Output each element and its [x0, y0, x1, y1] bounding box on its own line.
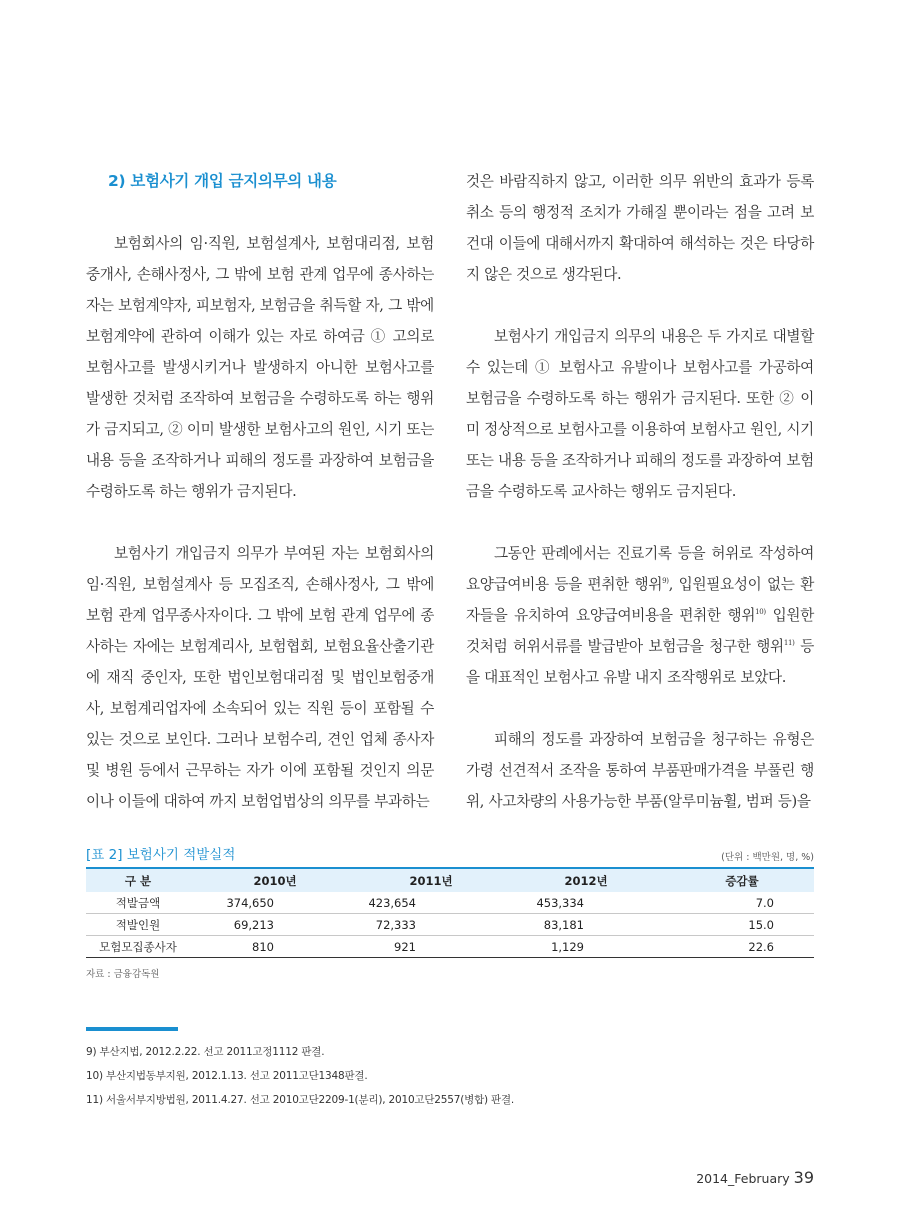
- cell-value: 83,181: [502, 914, 670, 936]
- left-column: [86, 166, 434, 817]
- cell-value: 1,129: [502, 936, 670, 958]
- cell-value: 72,333: [360, 914, 502, 936]
- cell-value: 15.0: [670, 914, 814, 936]
- right-paragraph-3: [466, 538, 814, 693]
- right-paragraph-1: 것은 바람직하지 않고, 이러한 의무 위반의 효과가 등록 취소 등의 행정적 조치가 가해질 뿐이라는 점을 고려 보건대 이들에 대해서까지 확대하여 해석하는 것은 타당하지 않은 것으로 생각된다.: [466, 173, 814, 283]
- cell-value: 22.6: [670, 936, 814, 958]
- page-number: 39: [793, 1168, 814, 1187]
- right-paragraph-2: 보험사기 개입금지 의무의 내용은 두 가지로 대별할 수 있는데 ① 보험사고 유발이나 보험사고를 가공하여 보험금을 수령하도록 하는 행위가 금지된다. 또한 ② 이미 정상적으로 보험사고를 이용하여 보험사고 원인, 시기 또는 내용 등을 조작하거나 피해의 정도를 과장하여 보험금을 수령하도록 교사하는 행위도 금지된다.: [466, 328, 814, 500]
- cell-value: 810: [190, 936, 360, 958]
- right-paragraph-3-part-c: 입원한 것처럼 허위서류를 발급받아 보험금을 청구한 행위: [466, 607, 815, 655]
- table-row: [86, 914, 814, 936]
- cell-value: 7.0: [670, 892, 814, 914]
- header-category: 구 분: [124, 873, 152, 888]
- right-paragraph-3-part-a: 그동안 판례에서는 진료기록 등을 허위로 작성하여 요양급여비용 등을 편취한 행위: [466, 545, 814, 593]
- footnote-10: 10) 부산지법동부지원, 2012.1.13. 선고 2011고단1348판결.: [86, 1070, 368, 1082]
- header-2010: 2010년: [253, 873, 297, 888]
- footnote-ref-10[interactable]: 10): [755, 608, 766, 617]
- footnote-divider: [86, 1027, 178, 1031]
- footnote-11: 11) 서울서부지방법원, 2011.4.27. 선고 2010고단2209-1(분리), 2010고단2557(병합) 판결.: [86, 1094, 515, 1106]
- right-paragraph-3-part-b: , 입원필요성이 없는 환자들을 유치하여 요양급여비용을 편취한 행위: [466, 576, 814, 624]
- header-change-rate: 증감률: [725, 873, 759, 888]
- footnote-ref-11[interactable]: 11): [783, 639, 795, 648]
- left-paragraph-2: 보험사기 개입금지 의무가 부여된 자는 보험회사의 임·직원, 보험설계사 등 모집조직, 손해사정사, 그 밖에 보험 관계 업무종사자이다. 그 밖에 보험 관계 업무에 종사하는 자에는 보험계리사, 보험협회, 보험요율산출기관에 재직 중인자, 또한 법인보험대리점 및 법인보험중개사, 보험계리업자에 소속되어 있는 직원 등이 포함될 수 있는 것으로 보인다. 그러나 보험수리, 견인 업체 종사자 및 병원 등에서 근무하는 자가 이에 포함될 것인지 의문이나 이들에 대하여 까지 보험업법상의 의무를 부과하는: [86, 545, 434, 810]
- fraud-detection-table: [86, 867, 814, 958]
- issue-label: 2014_February: [696, 1171, 790, 1186]
- table-source: 자료 : 금융감독원: [86, 969, 160, 980]
- page-footer: [696, 1168, 814, 1187]
- cell-value: 921: [360, 936, 502, 958]
- table-unit: (단위 : 백만원, 명, %): [721, 852, 814, 863]
- footnote-ref-9[interactable]: 9): [662, 577, 669, 586]
- header-2011: 2011년: [409, 873, 453, 888]
- row-label: 적발인원: [86, 914, 190, 936]
- cell-value: 453,334: [502, 892, 670, 914]
- right-paragraph-3-part-d: 등을 대표적인 보험사고 유발 내지 조작행위로 보았다.: [466, 638, 814, 686]
- table-row: [86, 936, 814, 958]
- row-label: 적발금액: [86, 892, 190, 914]
- header-2012: 2012년: [564, 873, 608, 888]
- right-column: [466, 166, 814, 817]
- cell-value: 69,213: [190, 914, 360, 936]
- left-paragraph-1: 보험회사의 임·직원, 보험설계사, 보험대리점, 보험중개사, 손해사정사, 그 밖에 보험 관계 업무에 종사하는 자는 보험계약자, 피보험자, 보험금을 취득할 자, 그 밖에 보험계약에 관하여 이해가 있는 자로 하여금 ① 고의로 보험사고를 발생시키거나 발생하지 아니한 보험사고를 발생한 것처럼 조작하여 보험금을 수령하도록 하는 행위가 금지되고, ② 이미 발생한 보험사고의 원인, 시기 또는 내용 등을 조작하거나 피해의 정도를 과장하여 보험금을 수령하도록 하는 행위가 금지된다.: [86, 235, 434, 500]
- table-row: [86, 892, 814, 914]
- table-header-row: [86, 868, 814, 892]
- cell-value: 374,650: [190, 892, 360, 914]
- cell-value: 423,654: [360, 892, 502, 914]
- section-title: 2) 보험사기 개입 금지의무의 내용: [108, 172, 337, 190]
- right-paragraph-4: 피해의 정도를 과장하여 보험금을 청구하는 유형은 가령 선견적서 조작을 통하여 부품판매가격을 부풀린 행위, 사고차량의 사용가능한 부품(알루미늄휠, 범퍼 등)을: [466, 731, 814, 810]
- footnote-9: 9) 부산지법, 2012.2.22. 선고 2011고정1112 판결.: [86, 1046, 325, 1058]
- row-label: 모험모집종사자: [86, 936, 190, 958]
- table-caption: [표 2] 보험사기 적발실적: [86, 847, 236, 863]
